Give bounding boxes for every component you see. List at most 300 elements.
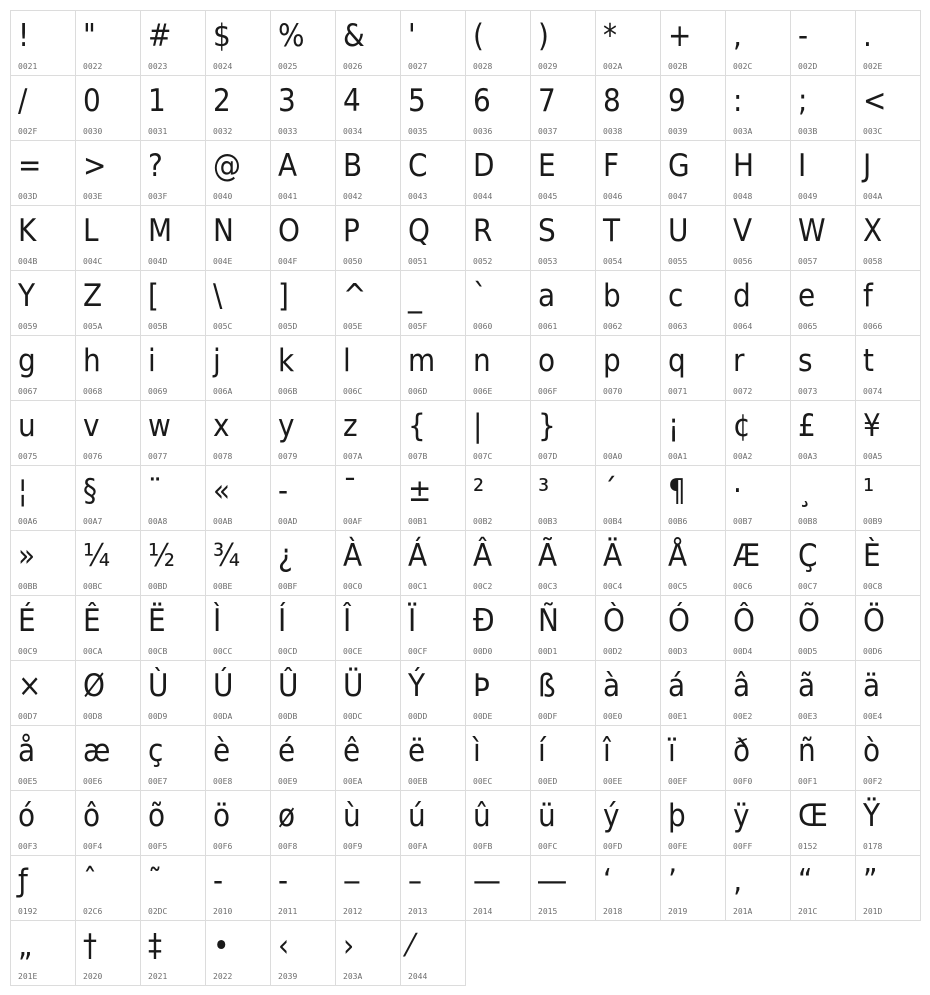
glyph-character: >	[83, 148, 107, 184]
glyph-cell	[466, 206, 531, 271]
glyph-code: 00DC	[343, 712, 363, 721]
glyph-code: 00EE	[603, 777, 623, 786]
glyph-cell	[76, 141, 141, 206]
glyph-code: 0026	[343, 62, 363, 71]
glyph-cell	[336, 11, 401, 76]
glyph-character: .	[863, 18, 872, 54]
glyph-code: 007A	[343, 452, 363, 461]
glyph-character: d	[733, 278, 751, 314]
glyph-cell	[141, 856, 206, 921]
glyph-code: 0078	[213, 452, 233, 461]
glyph-cell	[661, 596, 726, 661]
glyph-code: 00CC	[213, 647, 233, 656]
glyph-character: #	[148, 18, 172, 54]
glyph-code: 2015	[538, 907, 558, 916]
glyph-character: (	[473, 18, 484, 54]
glyph-code: 00FA	[408, 842, 428, 851]
glyph-cell	[661, 336, 726, 401]
glyph-cell	[206, 336, 271, 401]
glyph-cell	[856, 596, 921, 661]
glyph-cell	[791, 271, 856, 336]
glyph-code: 00FF	[733, 842, 753, 851]
glyph-code: 00A2	[733, 452, 753, 461]
glyph-character: Å	[668, 538, 688, 574]
glyph-character: ÿ	[733, 798, 750, 834]
glyph-cell	[531, 791, 596, 856]
glyph-cell	[466, 336, 531, 401]
glyph-character: ‘	[603, 863, 612, 899]
glyph-code: 003A	[733, 127, 753, 136]
glyph-cell	[271, 141, 336, 206]
glyph-cell	[271, 11, 336, 76]
glyph-cell	[336, 661, 401, 726]
glyph-character: f	[863, 278, 873, 314]
glyph-character: -	[798, 18, 809, 54]
glyph-character: V	[733, 213, 753, 249]
glyph-code: 002D	[798, 62, 818, 71]
glyph-character	[603, 404, 612, 448]
glyph-character: Î	[343, 603, 352, 639]
glyph-character: h	[83, 343, 101, 379]
glyph-cell	[791, 791, 856, 856]
glyph-code: 006E	[473, 387, 493, 396]
glyph-cell	[76, 531, 141, 596]
glyph-code: 00E3	[798, 712, 818, 721]
glyph-cell	[401, 271, 466, 336]
glyph-code: 00D8	[83, 712, 103, 721]
glyph-cell	[141, 336, 206, 401]
glyph-code: 0049	[798, 192, 818, 201]
glyph-character: ;	[798, 83, 808, 119]
glyph-cell	[271, 726, 336, 791]
glyph-character: c	[668, 278, 684, 314]
glyph-cell	[596, 596, 661, 661]
glyph-code: 004C	[83, 257, 103, 266]
glyph-character: ?	[148, 148, 163, 184]
glyph-character: á	[668, 668, 686, 704]
glyph-code: 0040	[213, 192, 233, 201]
glyph-character: 8	[603, 83, 621, 119]
glyph-character: û	[473, 798, 491, 834]
glyph-code: 006A	[213, 387, 233, 396]
glyph-cell	[206, 11, 271, 76]
glyph-character: •	[213, 928, 230, 964]
glyph-cell	[596, 661, 661, 726]
glyph-character: n	[473, 343, 491, 379]
glyph-cell	[11, 11, 76, 76]
glyph-character: y	[278, 408, 295, 444]
glyph-code: 007C	[473, 452, 493, 461]
glyph-character: e	[798, 278, 816, 314]
glyph-code: 0053	[538, 257, 558, 266]
glyph-character: æ	[83, 733, 111, 769]
glyph-character: a	[538, 278, 556, 314]
glyph-character: s	[798, 343, 813, 379]
glyph-code: 2018	[603, 907, 623, 916]
glyph-character: H	[733, 148, 754, 184]
glyph-character: ä	[863, 668, 881, 704]
glyph-code: 004B	[18, 257, 38, 266]
glyph-character: !	[18, 18, 30, 54]
glyph-character: Z	[83, 278, 103, 314]
glyph-code: 201A	[733, 907, 753, 916]
glyph-code: 00A6	[18, 517, 38, 526]
glyph-cell	[11, 206, 76, 271]
glyph-code: 2022	[213, 972, 233, 981]
glyph-cell	[336, 596, 401, 661]
glyph-character: Ô	[733, 603, 755, 639]
glyph-cell	[141, 466, 206, 531]
glyph-character: Ä	[603, 538, 623, 574]
glyph-character: C	[408, 148, 428, 184]
glyph-character: N	[213, 213, 234, 249]
glyph-character: Ò	[603, 603, 625, 639]
glyph-character: ˜	[148, 863, 162, 899]
glyph-character: 6	[473, 83, 491, 119]
glyph-cell	[271, 466, 336, 531]
glyph-character: å	[18, 733, 36, 769]
glyph-code: 2010	[213, 907, 233, 916]
glyph-cell	[791, 856, 856, 921]
glyph-cell	[11, 271, 76, 336]
glyph-character: ¡	[668, 408, 680, 444]
glyph-cell	[791, 726, 856, 791]
glyph-character: R	[473, 213, 493, 249]
glyph-cell	[856, 76, 921, 141]
glyph-code: 0043	[408, 192, 428, 201]
glyph-character: t	[863, 343, 874, 379]
glyph-cell	[466, 271, 531, 336]
glyph-code: 0067	[18, 387, 38, 396]
glyph-character: ’	[668, 863, 677, 899]
glyph-code: 00C8	[863, 582, 883, 591]
glyph-cell	[661, 791, 726, 856]
glyph-code: 006F	[538, 387, 558, 396]
glyph-cell	[401, 76, 466, 141]
glyph-code: 00B8	[798, 517, 818, 526]
glyph-cell	[271, 921, 336, 986]
glyph-character: p	[603, 343, 621, 379]
glyph-code: 00AB	[213, 517, 233, 526]
glyph-character: ½	[148, 538, 176, 574]
glyph-code: 00A5	[863, 452, 883, 461]
glyph-cell	[76, 336, 141, 401]
glyph-character: `	[473, 278, 487, 314]
glyph-cell	[401, 921, 466, 986]
glyph-code: 00C5	[668, 582, 688, 591]
glyph-character: ø	[278, 798, 296, 834]
glyph-grid	[10, 10, 921, 986]
glyph-code: 00D4	[733, 647, 753, 656]
glyph-cell	[661, 271, 726, 336]
glyph-cell	[466, 141, 531, 206]
glyph-code: 02C6	[83, 907, 103, 916]
glyph-cell	[531, 206, 596, 271]
glyph-character: ò	[863, 733, 881, 769]
glyph-cell	[11, 336, 76, 401]
glyph-code: 007B	[408, 452, 428, 461]
glyph-code: 00B1	[408, 517, 428, 526]
glyph-cell	[401, 336, 466, 401]
glyph-code: 00BB	[18, 582, 38, 591]
glyph-code: 0051	[408, 257, 428, 266]
glyph-code: 00E4	[863, 712, 883, 721]
glyph-character: Û	[278, 668, 299, 704]
glyph-code: 00F5	[148, 842, 168, 851]
glyph-cell	[336, 921, 401, 986]
glyph-cell	[791, 596, 856, 661]
glyph-cell	[11, 76, 76, 141]
glyph-cell	[206, 661, 271, 726]
glyph-cell	[141, 661, 206, 726]
glyph-code: 002E	[863, 62, 883, 71]
glyph-code: 00C4	[603, 582, 623, 591]
glyph-code: 0070	[603, 387, 623, 396]
glyph-character: 5	[408, 83, 426, 119]
glyph-character: q	[668, 343, 686, 379]
glyph-code: 0056	[733, 257, 753, 266]
glyph-cell	[336, 76, 401, 141]
glyph-cell	[11, 596, 76, 661]
glyph-code: 00BC	[83, 582, 103, 591]
glyph-code: 005F	[408, 322, 428, 331]
glyph-cell	[11, 401, 76, 466]
glyph-cell	[726, 336, 791, 401]
glyph-cell	[726, 206, 791, 271]
glyph-code: 0063	[668, 322, 688, 331]
glyph-code: 00C7	[798, 582, 818, 591]
glyph-cell	[791, 141, 856, 206]
glyph-character: ,	[733, 18, 742, 54]
glyph-character: ‑	[278, 863, 289, 899]
glyph-cell	[726, 271, 791, 336]
glyph-code: 0022	[83, 62, 103, 71]
glyph-character: ã	[798, 668, 816, 704]
glyph-character: Þ	[473, 668, 490, 704]
glyph-character: O	[278, 213, 300, 249]
glyph-code: 00D0	[473, 647, 493, 656]
glyph-character: u	[18, 408, 36, 444]
glyph-cell	[271, 596, 336, 661]
glyph-cell	[401, 596, 466, 661]
glyph-character: 2	[213, 83, 231, 119]
glyph-cell	[596, 76, 661, 141]
glyph-character: †	[83, 928, 97, 964]
glyph-character: ²	[473, 473, 485, 509]
glyph-code: 006C	[343, 387, 363, 396]
glyph-character: K	[18, 213, 37, 249]
glyph-character: \	[213, 278, 223, 314]
glyph-cell	[596, 206, 661, 271]
glyph-character: ·	[733, 473, 742, 509]
glyph-code: 0039	[668, 127, 688, 136]
glyph-cell	[726, 11, 791, 76]
glyph-code: 004A	[863, 192, 883, 201]
glyph-code: 02DC	[148, 907, 168, 916]
glyph-character: M	[148, 213, 173, 249]
glyph-cell	[141, 791, 206, 856]
glyph-character: k	[278, 343, 295, 379]
glyph-cell	[856, 466, 921, 531]
glyph-cell	[856, 141, 921, 206]
glyph-code: 2013	[408, 907, 428, 916]
glyph-character: Æ	[733, 538, 761, 574]
glyph-code: 0033	[278, 127, 298, 136]
glyph-code: 00BF	[278, 582, 298, 591]
glyph-cell	[11, 856, 76, 921]
glyph-cell	[76, 271, 141, 336]
glyph-code: 0075	[18, 452, 38, 461]
glyph-cell	[141, 596, 206, 661]
glyph-cell	[661, 11, 726, 76]
glyph-code: 0069	[148, 387, 168, 396]
glyph-code: 00ED	[538, 777, 558, 786]
glyph-character: Ã	[538, 538, 558, 574]
glyph-code: 00EA	[343, 777, 363, 786]
glyph-character: „	[18, 928, 33, 964]
glyph-character: â	[733, 668, 751, 704]
glyph-character: ñ	[798, 733, 816, 769]
glyph-code: 00CE	[343, 647, 363, 656]
glyph-code: 00D9	[148, 712, 168, 721]
glyph-cell	[661, 466, 726, 531]
glyph-cell	[336, 466, 401, 531]
glyph-code: 00E2	[733, 712, 753, 721]
glyph-cell	[11, 466, 76, 531]
glyph-cell	[336, 726, 401, 791]
glyph-cell	[271, 856, 336, 921]
glyph-cell	[466, 11, 531, 76]
glyph-code: 0052	[473, 257, 493, 266]
glyph-character: g	[18, 343, 36, 379]
glyph-cell	[466, 726, 531, 791]
glyph-cell	[531, 401, 596, 466]
glyph-cell	[726, 791, 791, 856]
glyph-code: 00C3	[538, 582, 558, 591]
glyph-cell	[336, 401, 401, 466]
glyph-cell	[726, 661, 791, 726]
glyph-cell	[726, 466, 791, 531]
glyph-character: ß	[538, 668, 556, 704]
glyph-character: A	[278, 148, 298, 184]
glyph-code: 00D3	[668, 647, 688, 656]
glyph-cell	[206, 791, 271, 856]
glyph-character: ―	[538, 863, 566, 899]
glyph-code: 00C6	[733, 582, 753, 591]
glyph-cell	[596, 11, 661, 76]
glyph-cell	[726, 596, 791, 661]
glyph-code: 00AF	[343, 517, 363, 526]
glyph-cell	[206, 726, 271, 791]
glyph-cell	[11, 921, 76, 986]
glyph-cell	[466, 791, 531, 856]
glyph-code: 002B	[668, 62, 688, 71]
glyph-code: 0048	[733, 192, 753, 201]
glyph-code: 2044	[408, 972, 428, 981]
glyph-code: 2020	[83, 972, 103, 981]
glyph-cell	[401, 531, 466, 596]
glyph-character: ¨	[148, 473, 162, 509]
glyph-character: J	[863, 148, 872, 184]
glyph-cell	[856, 531, 921, 596]
glyph-cell	[726, 76, 791, 141]
glyph-cell	[206, 401, 271, 466]
glyph-cell	[11, 726, 76, 791]
glyph-character: Ÿ	[863, 798, 881, 834]
glyph-cell	[791, 401, 856, 466]
glyph-code: 0073	[798, 387, 818, 396]
glyph-code: 00F4	[83, 842, 103, 851]
glyph-cell	[466, 661, 531, 726]
glyph-cell	[76, 921, 141, 986]
glyph-code: 0076	[83, 452, 103, 461]
glyph-code: 005C	[213, 322, 233, 331]
glyph-cell	[661, 856, 726, 921]
glyph-character: ý	[603, 798, 620, 834]
glyph-code: 0027	[408, 62, 428, 71]
glyph-code: 004F	[278, 257, 298, 266]
glyph-code: 00D1	[538, 647, 558, 656]
glyph-character: ¦	[18, 473, 28, 509]
glyph-code: 00CA	[83, 647, 103, 656]
glyph-code: 00D7	[18, 712, 38, 721]
glyph-code: 005A	[83, 322, 103, 331]
glyph-code: 002A	[603, 62, 623, 71]
glyph-character: ‐	[213, 863, 224, 899]
glyph-code: 00CF	[408, 647, 428, 656]
glyph-cell	[791, 531, 856, 596]
glyph-cell	[11, 791, 76, 856]
glyph-character: ê	[343, 733, 361, 769]
glyph-cell	[531, 596, 596, 661]
glyph-code: 00E6	[83, 777, 103, 786]
glyph-character: Ñ	[538, 603, 559, 639]
glyph-character: à	[603, 668, 621, 704]
glyph-code: 005E	[343, 322, 363, 331]
glyph-code: 0059	[18, 322, 38, 331]
glyph-code: 0054	[603, 257, 623, 266]
glyph-cell	[401, 726, 466, 791]
glyph-code: 0077	[148, 452, 168, 461]
glyph-character: ›	[343, 928, 355, 964]
glyph-code: 00CD	[278, 647, 298, 656]
glyph-cell	[76, 726, 141, 791]
glyph-character: ±	[408, 473, 432, 509]
glyph-cell	[336, 791, 401, 856]
glyph-character: l	[343, 343, 351, 379]
glyph-cell	[856, 791, 921, 856]
glyph-character: ð	[733, 733, 751, 769]
glyph-code: 0025	[278, 62, 298, 71]
glyph-code: 2011	[278, 907, 298, 916]
glyph-code: 2021	[148, 972, 168, 981]
glyph-cell	[336, 206, 401, 271]
glyph-character: è	[213, 733, 231, 769]
glyph-cell	[661, 206, 726, 271]
glyph-cell	[401, 466, 466, 531]
glyph-code: 0034	[343, 127, 363, 136]
glyph-code: 203A	[343, 972, 363, 981]
glyph-character: "	[83, 18, 96, 54]
glyph-character: {	[408, 408, 426, 444]
glyph-character: @	[213, 148, 241, 184]
glyph-character: þ	[668, 798, 686, 834]
glyph-code: 0041	[278, 192, 298, 201]
glyph-code: 0044	[473, 192, 493, 201]
glyph-cell	[596, 531, 661, 596]
glyph-code: 0057	[798, 257, 818, 266]
glyph-cell	[206, 271, 271, 336]
